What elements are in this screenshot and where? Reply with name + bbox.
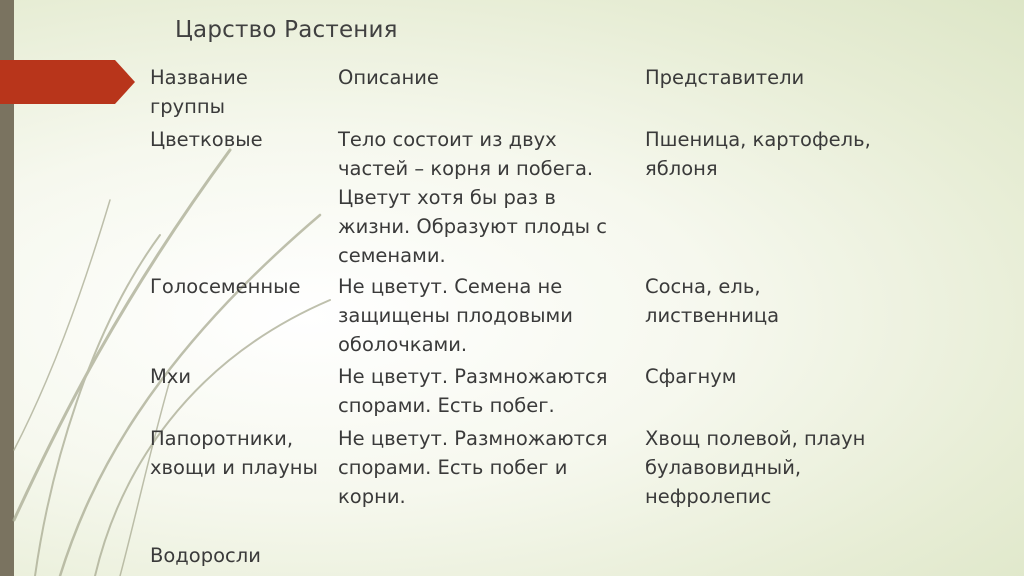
row-examples: Сфагнум	[645, 365, 737, 388]
row-description: Тело состоит из двух частей – корня и побега. Цветут хотя бы раз в жизни. Образуют плоды с семенами.	[338, 128, 607, 267]
row-group: Мхи	[150, 365, 192, 388]
row-description: Не цветут. Размножаются спорами. Есть побег.	[338, 365, 608, 417]
row-group: Водоросли	[150, 544, 261, 567]
title-arrow-marker	[0, 60, 135, 104]
row-examples: Сосна, ель, лиственница	[645, 275, 780, 327]
row-group: Папоротники, хвощи и плауны	[150, 427, 318, 479]
row-group: Голосеменные	[150, 275, 301, 298]
row-description: Не цветут. Размножаются спорами. Есть побег и корни.	[338, 427, 608, 508]
row-description: Не цветут. Семена не защищены плодовыми оболочками.	[338, 275, 573, 356]
row-examples: Пшеница, картофель, яблоня	[645, 128, 871, 180]
header-description: Описание	[338, 66, 439, 89]
header-examples: Представители	[645, 66, 805, 89]
header-group-name: Название группы	[150, 66, 248, 118]
row-group: Цветковые	[150, 128, 263, 151]
slide-title: Царство Растения	[175, 17, 398, 43]
row-examples: Хвощ полевой, плаун булавовидный, нефролепис	[645, 427, 866, 508]
